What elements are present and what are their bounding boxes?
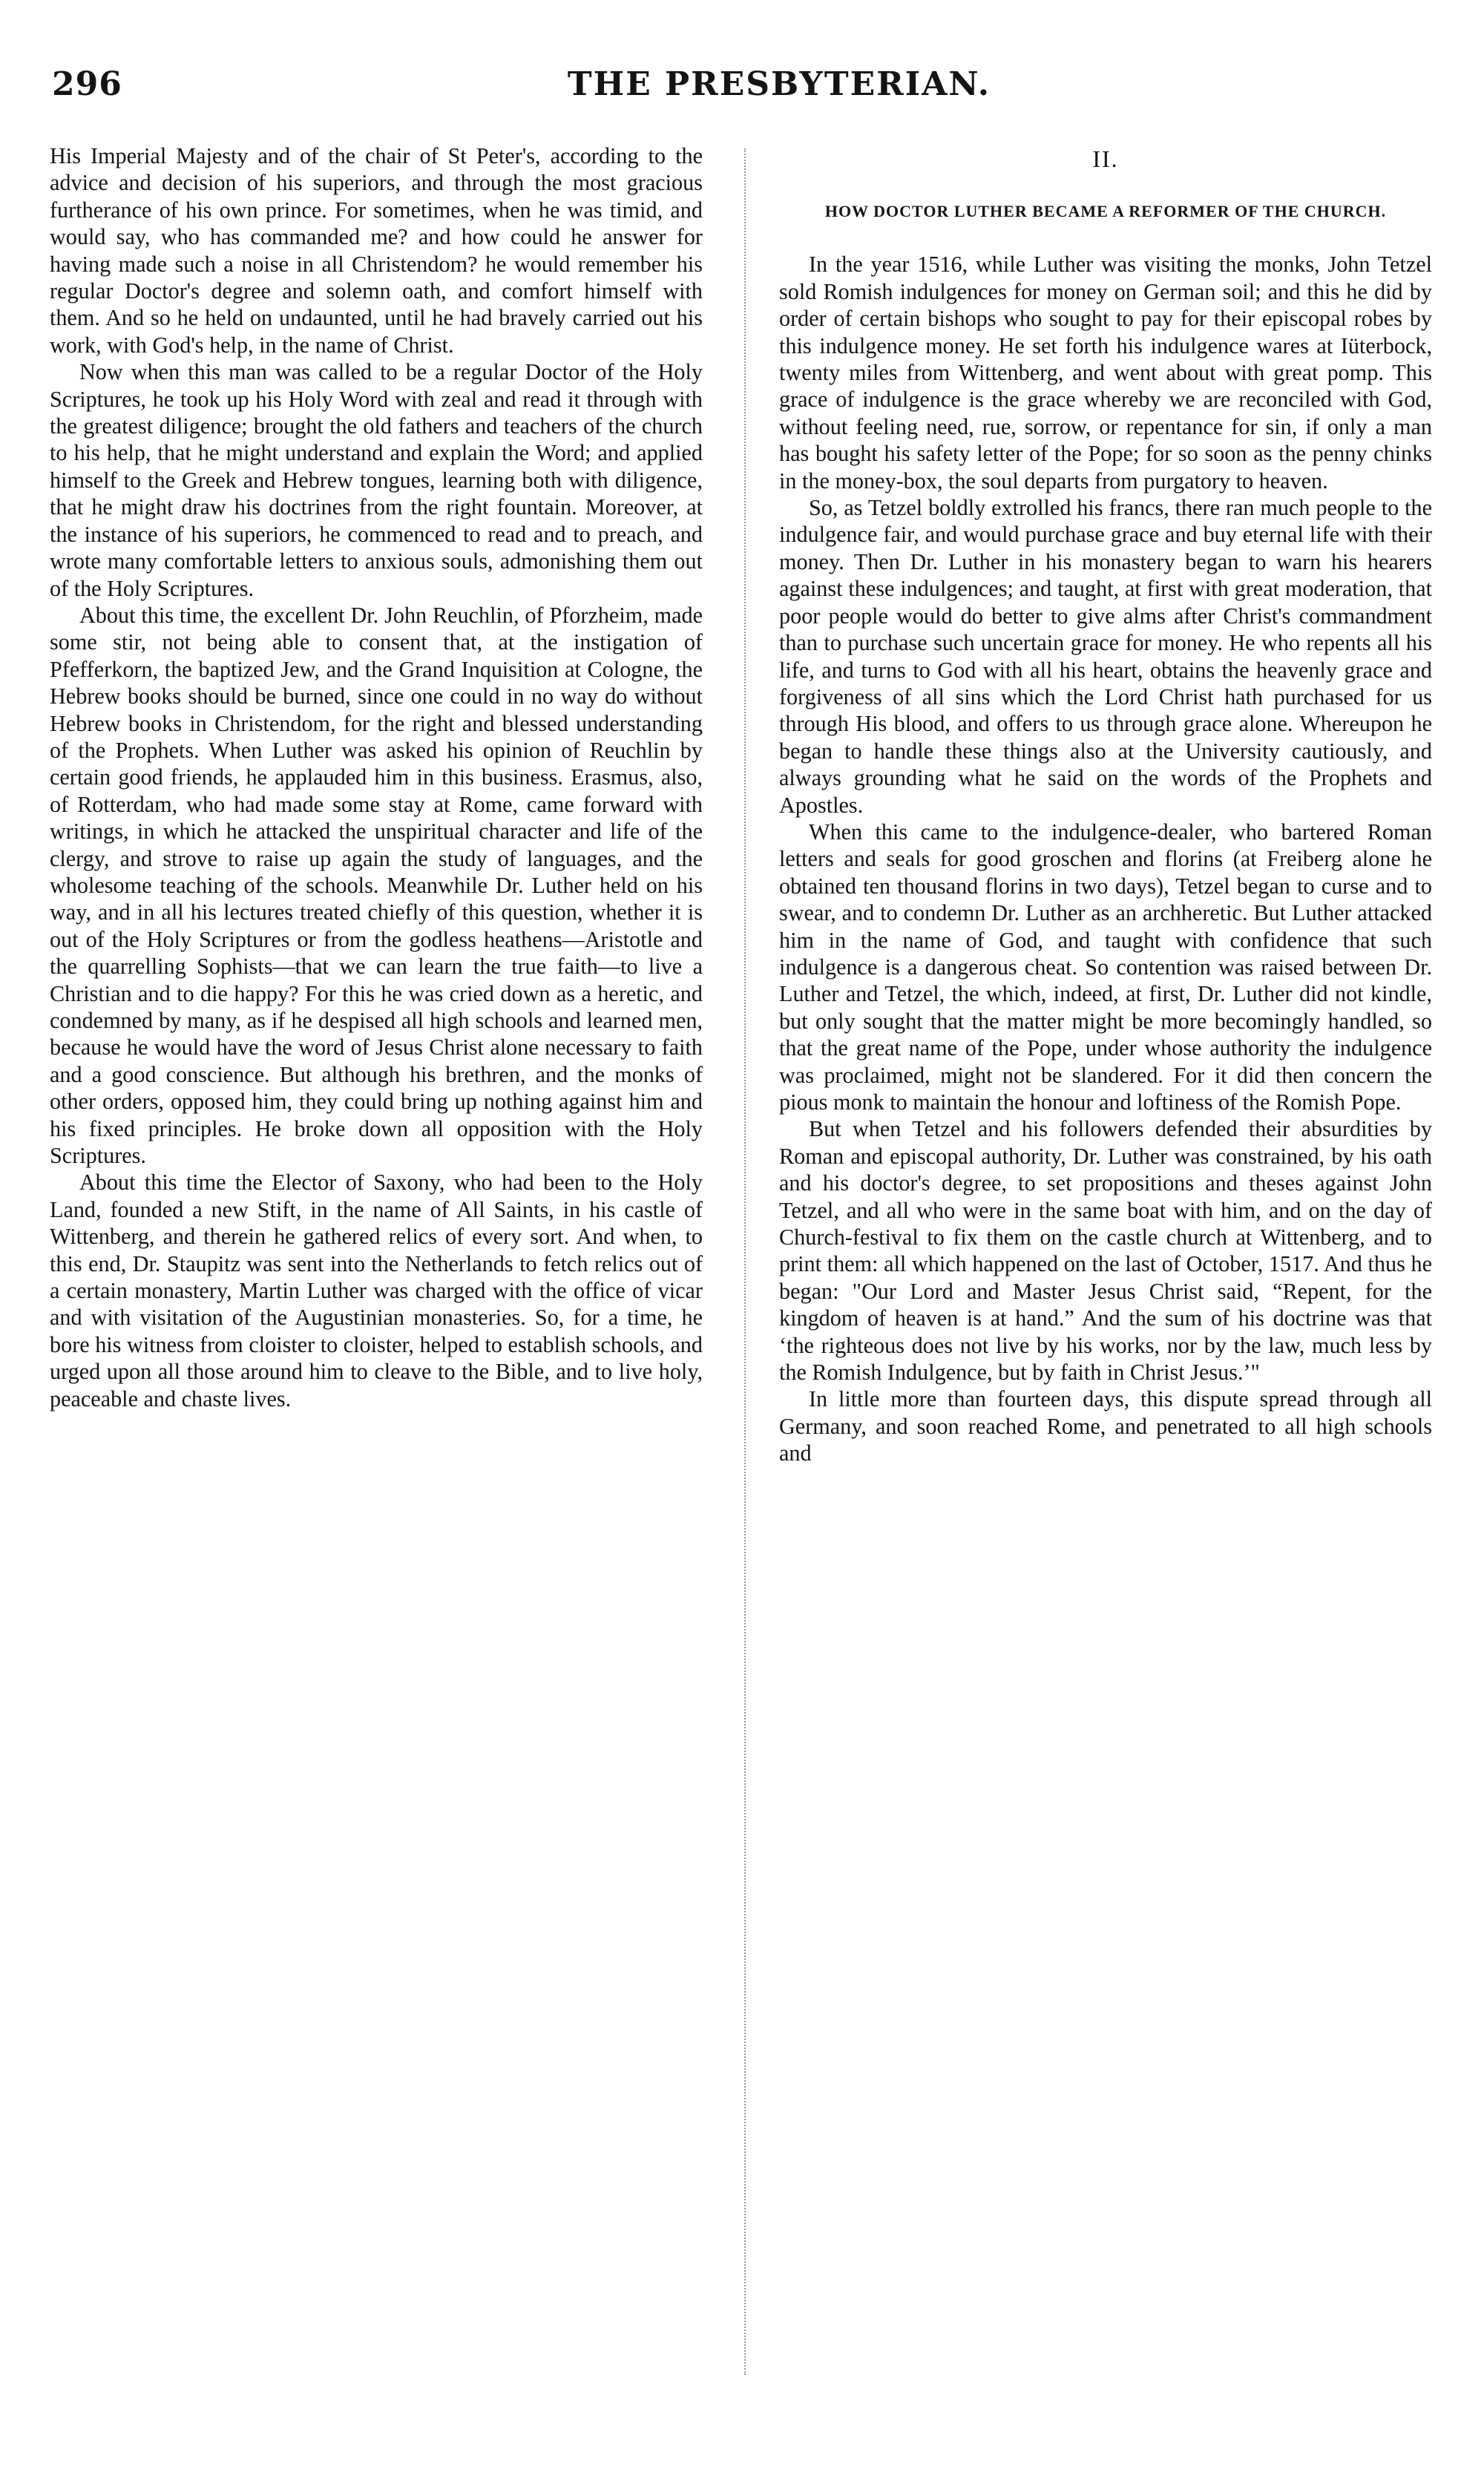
left-paragraph-2: Now when this man was called to be a regular Doctor of the Holy Scriptures, he took up his Holy Word with zeal and read it through with the greatest diligence; brought the old fathers and teachers of the church to his help, that he might understand and explain the Word; and applied himself to the Greek and Hebrew tongues, learning both with diligence, that he might draw his doctrines from the right fountain. Moreover, at the instance of his superiors, he commenced to read and to preach, and wrote many comfortable letters to anxious souls, admonishing them out of the Holy Scriptures.: [50, 359, 703, 601]
left-paragraph-3: About this time, the excellent Dr. John Reuchlin, of Pforzheim, made some stir, not being able to consent that, at the instigation of Pfefferkorn, the baptized Jew, and the Grand Inquisition at Cologne, the Hebrew books should be burned, since one could in no way do without Hebrew books in Christendom, for the right and blessed understanding of the Prophets. When Luther was asked his opinion of Reuchlin by certain good friends, he applauded him in this business. Erasmus, also, of Rotterdam, who had made some stay at Rome, came forward with writings, in which he attacked the unspiritual character and life of the clergy, and strove to raise up again the study of languages, and the wholesome teaching of the schools. Meanwhile Dr. Luther held on his way, and in all his lectures treated chiefly of this question, whether it is out of the Holy Scriptures or from the godless heathens—Aristotle and the quarrelling Sophists—that we can learn the true faith—to live a Christian and to die happy? For this he was cried down as a heretic, and condemned by many, as if he despised all high schools and learned men, because he would have the word of Jesus Christ alone necessary to faith and a good conscience. But although his brethren, and the monks of other orders, opposed him, they could bring up nothing against him and his fixed principles. He broke down all opposition with the Holy Scriptures.: [50, 602, 703, 1169]
running-head: [52, 65, 1388, 110]
section-title: HOW DOCTOR LUTHER BECAME A REFORMER OF THE CHURCH.: [824, 202, 1387, 221]
right-paragraph-2: So, as Tetzel boldly extrolled his francs, there ran much people to the indulgence fair, and would purchase grace and buy eternal life with their money. Then Dr. Luther in his monastery began to warn his hearers against these indulgences; and taught, at first with great moderation, that poor people would do better to give alms after Christ's commandment than to purchase such uncertain grace for money. He who repents all his life, and turns to God with all his heart, obtains the heavenly grace and forgiveness of all sins which the Lord Christ hath purchased for us through His blood, and offers to us through grace alone. Whereupon he began to handle these things also at the University cautiously, and always grounding what he said on the words of the Prophets and Apostles.: [779, 495, 1432, 818]
left-paragraph-4: About this time the Elector of Saxony, who had been to the Holy Land, founded a new Stift, in the name of All Saints, in his castle of Wittenberg, and therein he gathered relics of every sort. And when, to this end, Dr. Staupitz was sent into the Netherlands to fetch relics out of a certain monastery, Martin Luther was charged with the office of vicar and with visitation of the Augustinian monasteries. So, for a time, he bore his witness from cloister to cloister, helped to establish schools, and urged upon all those around him to cleave to the Bible, and to live holy, peaceable and chaste lives.: [50, 1170, 703, 1412]
right-paragraph-5: In little more than fourteen days, this dispute spread through all Germany, and soon reached Rome, and penetrated to all high schools and: [779, 1386, 1432, 1466]
journal-title: THE PRESBYTERIAN.: [567, 65, 991, 103]
column-divider: [744, 148, 746, 2375]
page-number: 296: [52, 65, 122, 103]
right-column: [779, 145, 1432, 2394]
left-paragraph-1: His Imperial Majesty and of the chair of St Peter's, according to the advice and decision of his superiors, and through the most gracious furtherance of his own prince. For sometimes, when he was timid, and would say, who has commanded me? and how could he answer for having made such a noise in all Christendom? he would remember his regular Doctor's degree and solemn oath, and comfort himself with them. And so he held on undaunted, until he had bravely carried out his work, with God's help, in the name of Christ.: [50, 143, 703, 358]
left-column: [50, 142, 703, 2391]
right-paragraph-4: But when Tetzel and his followers defended their absurdities by Roman and episcopal authority, Dr. Luther was constrained, by his oath and his doctor's degree, to set propositions and theses against John Tetzel, and all who were in the same boat with him, and on the day of Church-festival to fix them on the castle church at Wittenberg, and to print them: all which happened on the last of October, 1517. And thus he began: "Our Lord and Master Jesus Christ said, “Repent, for the kingdom of heaven is at hand.” And the sum of his doctrine was that ‘the righteous does not live by his works, nor by the law, much less by the Romish Indulgence, but by faith in Christ Jesus.’": [779, 1116, 1432, 1386]
section-number: II.: [1092, 145, 1119, 172]
right-paragraph-3: When this came to the indulgence-dealer, who bartered Roman letters and seals for good groschen and florins (at Freiberg alone he obtained ten thousand florins in two days), Tetzel began to curse and to swear, and to condemn Dr. Luther as an archheretic. But Luther attacked him in the name of God, and taught with confidence that such indulgence is a dangerous cheat. So contention was raised between Dr. Luther and Tetzel, the which, indeed, at first, Dr. Luther did not kindle, but only sought that the matter might be more becomingly handled, so that the great name of the Pope, under whose authority the indulgence was proclaimed, might not be slandered. For it did then concern the pious monk to maintain the honour and loftiness of the Romish Pope.: [779, 819, 1432, 1115]
right-paragraph-1: In the year 1516, while Luther was visiting the monks, John Tetzel sold Romish indulgences for money on German soil; and this he did by order of certain bishops who sought to pay for their episcopal robes by this indulgence money. He set forth his indulgence wares at Iüterbock, twenty miles from Wittenberg, and went about with great pomp. This grace of indulgence is the grace whereby we are reconciled with God, without feeling need, rue, sorrow, or repentance for sin, if only a man has bought his safety letter of the Pope; for so soon as the penny chinks in the money-box, the soul departs from purgatory to heaven.: [779, 252, 1432, 494]
